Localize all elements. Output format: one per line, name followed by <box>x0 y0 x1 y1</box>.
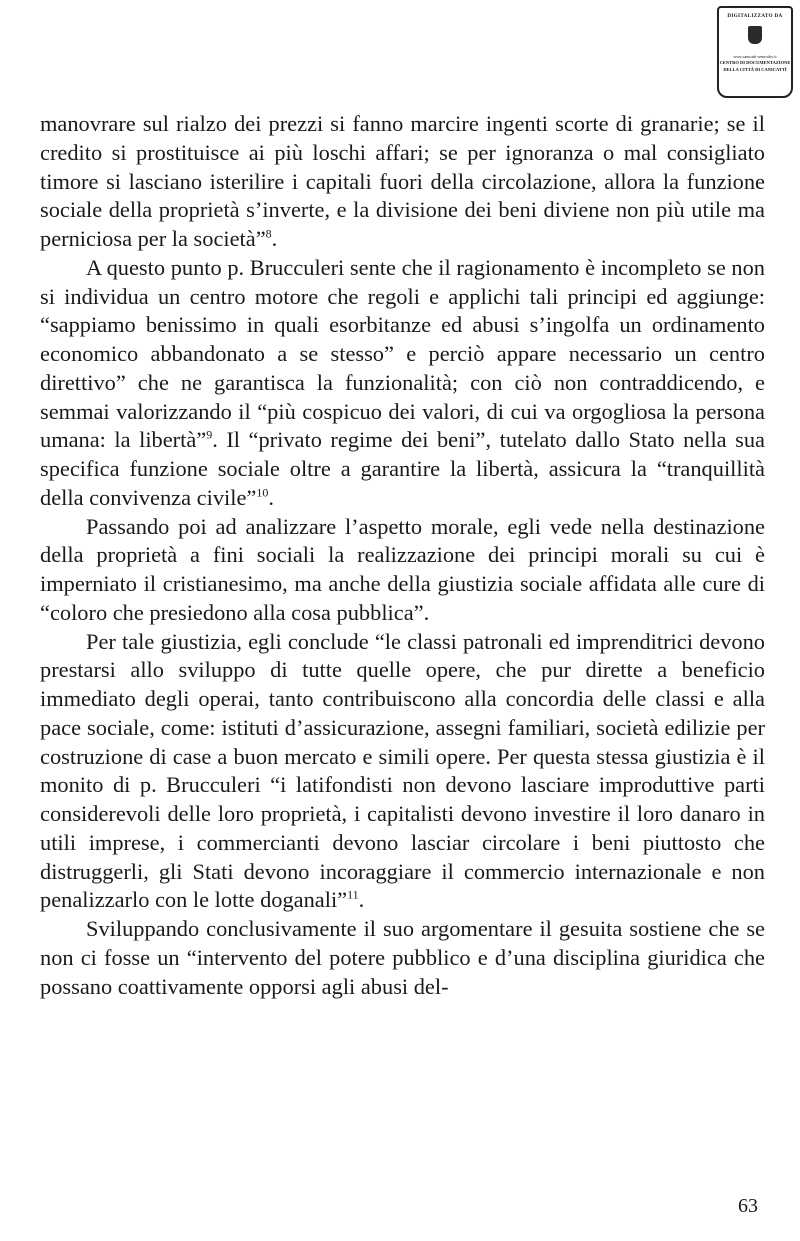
page-number: 63 <box>738 1195 758 1217</box>
paragraph-3 <box>40 513 765 628</box>
paragraph-2-text: A questo punto p. Brucculeri sente che il ragionamento è incompleto se non si individua un centro motore che regoli e applichi tali principi ed aggiunge: “sappiamo benissimo in quali esorbitanze ed abusi s’ingolfa un ordinamento economico abbandonato a se stesso” e perciò appare necessario un centro direttivo” che ne garantisca la funzionalità; con ciò non contraddicendo, e semmai valorizzando il “più cospicuo dei valori, di cui va orgogliosa la persona umana: la libertà” <box>40 254 765 453</box>
footnote-ref-10: 10 <box>256 485 269 500</box>
paragraph-4-end: . <box>358 887 365 913</box>
stamp-url: www.canicatti-centrodoc.it <box>733 54 777 59</box>
paragraph-1-text: manovrare sul rialzo dei prezzi si fanno marcire ingenti scorte di granarie; se il credito si prostituisce ai più loschi affari; se per ignoranza o mal consigliato timore si lasciano isterilire i capitali fuori della circolazione, allora la funzione sociale della proprietà s’inverte, e la divisione dei beni diviene non più utile ma perniciosa per la società” <box>40 111 765 251</box>
footnote-ref-9: 9 <box>206 427 213 442</box>
paragraph-2 <box>40 254 765 513</box>
stamp-header: DIGITALIZZATO DA <box>727 14 783 19</box>
paragraph-3-text: Passando poi ad analizzare l’aspetto morale, egli vede nella destinazione della proprietà a fini sociali la realizzazione dei principi morali su cui è imperniato il cristianesimo, ma anche della giustizia sociale affidata alle cure di “coloro che presiedono alla cosa pubblica”. <box>40 513 765 625</box>
paragraph-5-text: Sviluppando conclusivamente il suo argomentare il gesuita sostiene che se non ci fosse un “intervento del potere pubblico e d’una disciplina giuridica che possano coattivamente opporsi agli abusi del- <box>40 916 765 999</box>
paragraph-4-text: Per tale giustizia, egli conclude “le classi patronali ed imprenditrici devono prestarsi allo sviluppo di tutte quelle opere, che pur dirette a beneficio immediato degli operai, tanto contribuiscono alla concordia delle classi e alla pace sociale, come: istituti d’assicurazione, assegni familiari, società edilizie per costruzione di case a buon mercato e simili opere. Per questa stessa giustizia è il monito di p. Brucculeri “i latifondisti non devono lasciare improduttive parti considerevoli delle loro proprietà, i capitalisti devono investire il loro danaro in utili imprese, i commercianti devono lasciar circolare i beni piuttosto che distruggerli, gli Stati devono incoraggiare il commercio internazionale e non penalizzarlo con le lotte doganali” <box>40 628 765 913</box>
paragraph-1-end: . <box>271 226 278 251</box>
stamp-line-1: CENTRO DI DOCUMENTAZIONE <box>719 60 791 65</box>
paragraph-2-end: . <box>268 484 274 510</box>
paragraph-1 <box>40 110 765 254</box>
stamp-line-2: DELLA CITTÀ DI CANICATTÌ <box>723 67 787 72</box>
digitization-stamp <box>717 6 793 98</box>
coat-of-arms-icon <box>748 26 762 44</box>
paragraph-4 <box>40 628 765 916</box>
paragraph-2-middle: . Il “privato regime dei beni”, tutelato dallo Stato nella sua specifica funzione sociale oltre a garantire la libertà, assicura la “tranquillità della convivenza civile” <box>40 427 765 510</box>
body-text <box>40 110 765 1001</box>
paragraph-5 <box>40 915 765 1001</box>
footnote-ref-11: 11 <box>347 887 359 902</box>
footnote-ref-8: 8 <box>265 226 272 241</box>
